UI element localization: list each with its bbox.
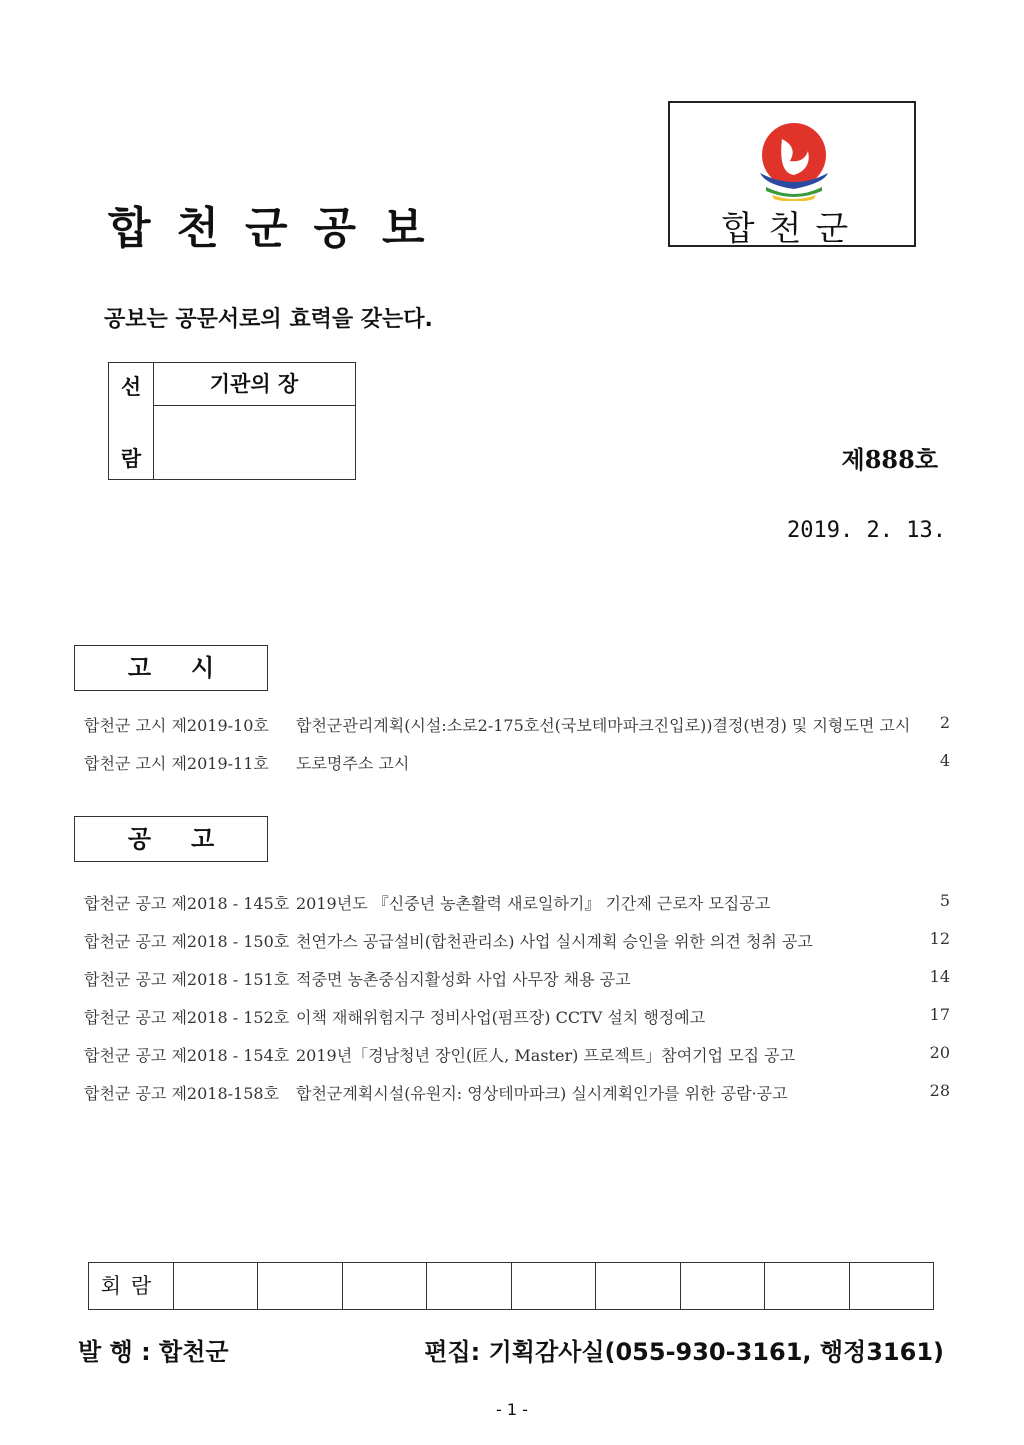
toc-row[interactable] — [84, 929, 950, 953]
toc-page: 4 — [939, 751, 950, 770]
approval-header: 기관의 장 — [153, 363, 355, 406]
county-emblem-icon — [752, 117, 836, 201]
toc-title: 이책 재해위험지구 정비사업(펌프장) CCTV 설치 행정예고 — [296, 1008, 706, 1027]
toc-ref: 합천군 고시 제2019-11호 — [84, 754, 269, 773]
circulation-cell — [850, 1263, 933, 1309]
approval-label-bottom: 람 — [120, 447, 142, 471]
circulation-cell — [258, 1263, 342, 1309]
toc-row[interactable] — [84, 751, 950, 775]
circulation-cell — [174, 1263, 258, 1309]
toc-page: 2 — [939, 713, 950, 732]
toc-row[interactable] — [84, 1005, 950, 1029]
toc-ref: 합천군 공고 제2018 - 145호 — [84, 894, 290, 913]
toc-ref: 합천군 공고 제2018 - 151호 — [84, 970, 290, 989]
toc-row[interactable] — [84, 1081, 950, 1105]
toc-ref: 합천군 공고 제2018 - 154호 — [84, 1046, 290, 1065]
publisher: 발 행 : 합천군 — [78, 1338, 229, 1366]
approval-label-top: 선 — [120, 375, 142, 399]
editor-contact: 편집: 기획감사실(055-930-3161, 행정3161) — [424, 1338, 944, 1366]
page-number: - 1 - — [496, 1400, 528, 1419]
toc-title: 합천군관리계획(시설:소로2-175호선(국보테마파크진입로))결정(변경) 및 지형도면 고시 — [296, 716, 911, 735]
toc-row[interactable] — [84, 967, 950, 991]
toc-title: 천연가스 공급설비(합천관리소) 사업 실시계획 승인을 위한 의견 청취 공고 — [296, 932, 813, 951]
page-title: 합천군공보 — [108, 203, 451, 254]
logo-text: 합천군 — [721, 209, 863, 249]
toc-row[interactable] — [84, 1043, 950, 1067]
toc-title: 합천군계획시설(유원지: 영상테마파크) 실시계획인가를 위한 공람·공고 — [296, 1084, 788, 1103]
emblem-sun — [762, 123, 826, 187]
subtitle: 공보는 공문서로의 효력을 갖는다. — [104, 307, 433, 332]
section-announcement-heading: 공고 — [74, 816, 268, 862]
circulation-cell — [596, 1263, 680, 1309]
toc-ref: 합천군 공고 제2018 - 152호 — [84, 1008, 290, 1027]
circulation-cell — [681, 1263, 765, 1309]
circulation-table — [88, 1262, 934, 1310]
toc-title: 2019년「경남청년 장인(匠人, Master) 프로젝트」참여기업 모집 공고 — [296, 1046, 796, 1065]
circulation-cell — [343, 1263, 427, 1309]
toc-ref: 합천군 공고 제2018-158호 — [84, 1084, 280, 1103]
toc-page: 14 — [929, 967, 950, 986]
toc-ref: 합천군 고시 제2019-10호 — [84, 716, 269, 735]
toc-title: 2019년도 『신중년 농촌활력 새로일하기』 기간제 근로자 모집공고 — [296, 894, 771, 913]
toc-page: 12 — [929, 929, 950, 948]
issue-number: 제888호 — [841, 445, 938, 474]
circulation-label: 회람 — [89, 1263, 174, 1309]
toc-page: 17 — [929, 1005, 950, 1024]
toc-row[interactable] — [84, 891, 950, 915]
approval-table — [108, 362, 356, 480]
toc-page: 20 — [929, 1043, 950, 1062]
section-notice-heading: 고시 — [74, 645, 268, 691]
circulation-cell — [512, 1263, 596, 1309]
toc-ref: 합천군 공고 제2018 - 150호 — [84, 932, 290, 951]
county-logo — [668, 101, 916, 247]
toc-title: 적중면 농촌중심지활성화 사업 사무장 채용 공고 — [296, 970, 631, 989]
toc-page: 28 — [929, 1081, 950, 1100]
toc-title: 도로명주소 고시 — [296, 754, 410, 773]
toc-page: 5 — [939, 891, 950, 910]
issue-date: 2019. 2. 13. — [787, 518, 946, 543]
toc-row[interactable] — [84, 713, 950, 737]
circulation-cell — [765, 1263, 849, 1309]
circulation-cell — [427, 1263, 511, 1309]
